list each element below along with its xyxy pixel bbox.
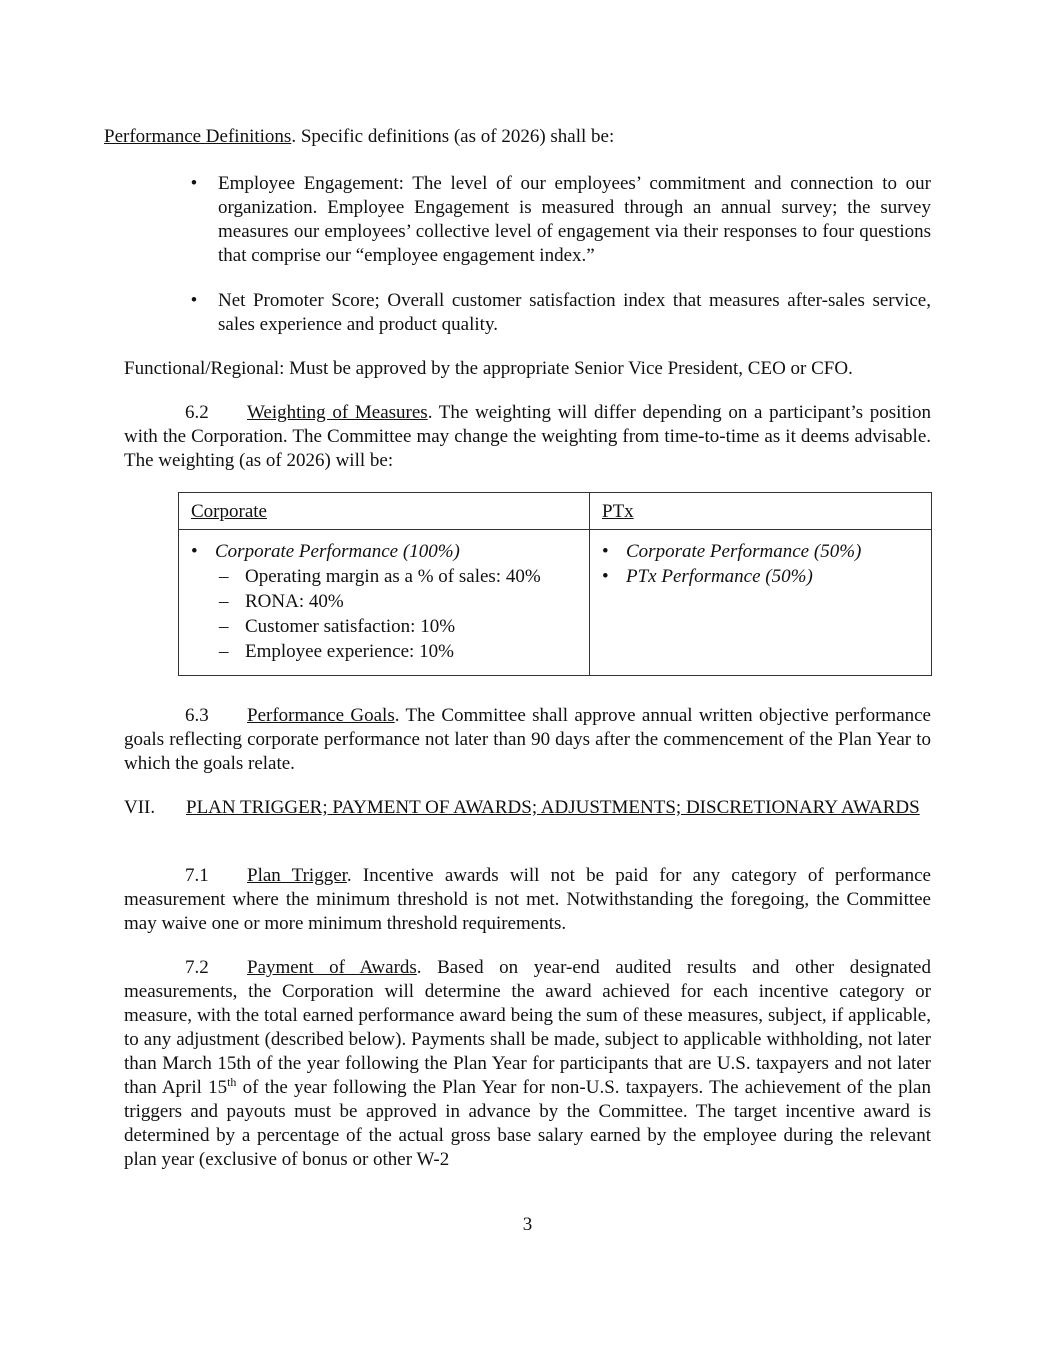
table-header-cell <box>590 493 932 530</box>
dash-icon: – <box>219 566 229 587</box>
superscript-th: th <box>227 1075 237 1089</box>
definition-bullet-engagement <box>184 172 931 268</box>
weight-item: Operating margin as a % of sales: 40% <box>245 566 541 587</box>
list-item <box>602 564 919 589</box>
list-item <box>191 639 577 664</box>
section-6-2 <box>124 401 931 473</box>
ptx-item: PTx Performance (50%) <box>626 566 813 587</box>
bullet-icon: • <box>190 173 198 194</box>
page-number: 3 <box>522 1214 533 1235</box>
weighting-table <box>178 492 932 676</box>
weight-item: Employee experience: 10% <box>245 641 454 662</box>
section-title: Performance Goals <box>247 705 395 726</box>
section-text: . Based on year-end audited results and other designated measurements, the Corporation will determine the award achieved for each incentive category or measure, with the total earned performance award being the sum of these measures, subject, if applicable, to any adjustment (described below). Payments shall be made, subject to applicable withholding, not later than March 15th of the year following the Plan Year for participants that are U.S. taxpayers and not later than April 15 <box>124 957 931 1098</box>
performance-definitions-intro <box>104 125 934 149</box>
table-row <box>179 530 932 676</box>
bullet-icon: • <box>602 541 609 562</box>
corporate-header: Corporate <box>191 500 267 522</box>
section-text: . Incentive awards will not be paid for any category of performance measurement where the minimum threshold is not met. Notwithstanding the foregoing, the Committee may waive one or more minimum threshold requirements. <box>124 865 931 934</box>
ptx-cell <box>590 530 932 676</box>
section-roman-numeral: VII. <box>124 797 156 818</box>
dash-icon: – <box>219 641 229 662</box>
ptx-header: PTx <box>602 500 634 522</box>
corporate-cell <box>179 530 590 676</box>
list-item <box>602 539 919 564</box>
functional-regional-note: Functional/Regional: Must be approved by the appropriate Senior Vice President, CEO or CFO. <box>124 358 853 379</box>
definition-text: Net Promoter Score; Overall customer satisfaction index that measures after-sales service, sales experience and product quality. <box>218 290 931 335</box>
dash-icon: – <box>219 616 229 637</box>
section-number: 6.3 <box>185 705 209 726</box>
table-header-cell <box>179 493 590 530</box>
section-title: Payment of Awards <box>247 957 417 978</box>
section-7-1 <box>124 864 931 936</box>
section-vii-title: PLAN TRIGGER; PAYMENT OF AWARDS; ADJUSTMENTS; DISCRETIONARY AWARDS <box>186 797 920 818</box>
list-item <box>191 589 577 614</box>
definition-text: Employee Engagement: The level of our employees’ commitment and connection to our organization. Employee Engagement is measured through an annual survey; the survey measures our employees’ collective level of engagement via their responses to four questions that comprise our “employee engagement index.” <box>218 173 931 266</box>
section-title: Plan Trigger <box>247 865 347 886</box>
section-6-3 <box>124 704 931 776</box>
list-item <box>191 539 577 564</box>
section-number: 7.1 <box>185 865 209 886</box>
definition-bullet-nps <box>184 289 931 337</box>
performance-definitions-heading: Performance Definitions <box>104 126 292 147</box>
performance-definitions-intro-text: . Specific definitions (as of 2026) shall be: <box>291 126 615 147</box>
dash-icon: – <box>219 591 229 612</box>
list-item <box>191 614 577 639</box>
bullet-icon: • <box>191 541 198 562</box>
section-title: Weighting of Measures <box>247 402 428 423</box>
corporate-main-item: Corporate Performance (100%) <box>215 541 460 562</box>
table-header-row <box>179 493 932 530</box>
bullet-icon: • <box>602 566 609 587</box>
section-text: . The weighting will differ depending on a participant’s position with the Corporation. The Committee may change the weighting from time-to-time as it deems advisable. The weighting (as of 2026) will be: <box>124 402 931 471</box>
section-number: 6.2 <box>185 402 209 423</box>
ptx-item: Corporate Performance (50%) <box>626 541 862 562</box>
section-number: 7.2 <box>185 957 209 978</box>
weight-item: RONA: 40% <box>245 591 344 612</box>
section-text: . The Committee shall approve annual written objective performance goals reflecting corporate performance not later than 90 days after the commencement of the Plan Year to which the goals relate. <box>124 705 931 774</box>
weight-item: Customer satisfaction: 10% <box>245 616 456 637</box>
list-item <box>191 564 577 589</box>
section-7-2 <box>124 956 931 1172</box>
bullet-icon: • <box>190 290 198 311</box>
section-text-continued: of the year following the Plan Year for non-U.S. taxpayers. The achievement of the plan triggers and payouts must be approved in advance by the Committee. The target incentive award is determined by a percentage of the actual gross base salary earned by the employee during the relevant plan year (exclusive of bonus or other W-2 <box>124 1077 931 1170</box>
